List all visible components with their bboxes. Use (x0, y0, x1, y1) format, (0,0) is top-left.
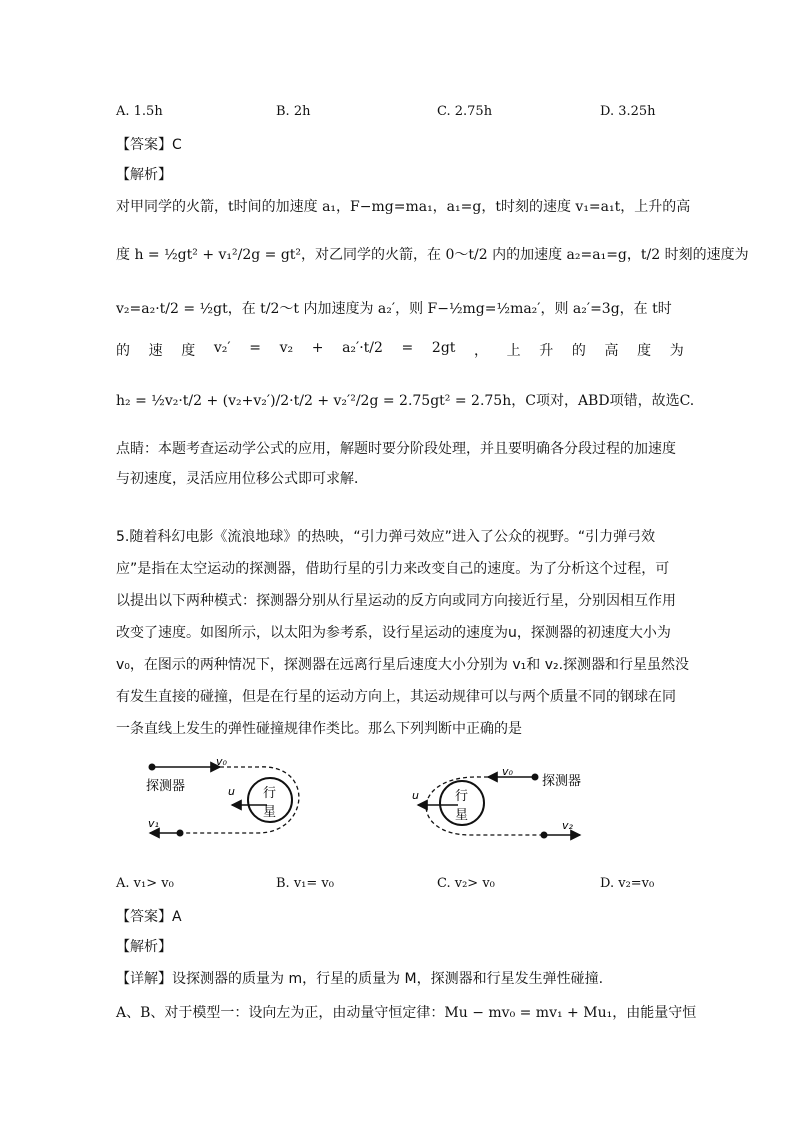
q4-comment-line-2: 与初速度，灵活应用位移公式即可求解． (116, 471, 368, 487)
probe-label: 探测器 (542, 774, 582, 789)
q5-option-b: B. v₁= v₀ (276, 876, 334, 891)
spread-token: 上 (506, 343, 521, 359)
u-label: u (228, 785, 235, 798)
q5-detail: 【详解】设探测器的质量为 m，行星的质量为 M，探测器和行星发生弹性碰撞. (116, 971, 604, 987)
spread-token: 度 (637, 343, 652, 359)
v0-label: v₀ (216, 755, 227, 768)
q5-option-d: D. v₂=v₀ (600, 876, 655, 891)
spread-token: 的 (116, 343, 130, 359)
spread-token: + (311, 340, 324, 356)
q5-answer: 【答案】A (116, 909, 182, 925)
v2-label: v₂ (562, 819, 573, 832)
q5-stem-line-4: 改变了速度。如图所示，以太阳为参考系，设行星运动的速度为u，探测器的初速度大小为 (116, 625, 671, 641)
model-one-diagram (146, 755, 299, 837)
v0-label: v₀ (502, 765, 513, 778)
model-two-diagram (412, 765, 581, 839)
spread-token: 速 (148, 343, 163, 359)
q4-option-b: B. 2h (276, 104, 311, 119)
q4-answer: 【答案】C (116, 137, 182, 153)
spread-token: 为 (669, 343, 684, 359)
planet-label-bottom: 星 (455, 808, 469, 823)
q5-option-a: A. v₁> v₀ (116, 876, 174, 891)
q5-stem-line-2: 应”是指在太空运动的探测器，借助行星的引力来改变自己的速度。为了分析这个过程，可 (116, 561, 670, 577)
spread-token: 的 (571, 343, 586, 359)
spread-token: = (401, 340, 414, 356)
q5-stem-line-5: v₀，在图示的两种情况下，探测器在远离行星后速度大小分别为 v₁和 v₂.探测器和行星虽然没 (116, 657, 690, 673)
q5-stem-line-3: 以提出以下两种模式：探测器分别从行星运动的反方向或同方向接近行星，分别因相互作用 (116, 593, 676, 609)
q5-option-c: C. v₂> v₀ (437, 876, 495, 891)
spread-token: 高 (604, 343, 619, 359)
v1-label: v₁ (148, 817, 159, 830)
trajectory-path (180, 767, 299, 833)
spread-token: 度 (181, 343, 196, 359)
u-label: u (412, 789, 419, 802)
q4-option-a: A. 1.5h (116, 104, 163, 119)
spread-token: v₂′ (213, 340, 231, 356)
q4-analysis-line-1: 对甲同学的火箭，t时间的加速度 a₁，F−mg=ma₁，a₁=g，t时刻的速度 v₁=a₁t，上升的高 (116, 199, 691, 215)
q5-stem-line-6: 有发生直接的碰撞，但是在行星的运动方向上，其运动规律可以与两个质量不同的钢球在同 (116, 689, 676, 705)
probe-label: 探测器 (146, 779, 186, 794)
q5-momentum-line: A、B、对于模型一：设向左为正，由动量守恒定律：Mu − mv₀ = mv₁ + Mu₁，由能量守恒 (116, 1005, 697, 1021)
q5-stem-line-7: 一条直线上发生的弹性碰撞规律作类比。那么下列判断中正确的是 (116, 721, 522, 737)
q4-analysis-line-3: v₂=a₂·t/2 = ½gt，在 t/2～t 内加速度为 a₂′，则 F−½mg=½ma₂′，则 a₂′=3g，在 t时 (116, 301, 672, 317)
q5-stem-line-1: 5.随着科幻电影《流浪地球》的热映，“引力弹弓效应”进入了公众的视野。“引力弹弓效 (116, 529, 656, 545)
planet-label-top: 行 (263, 786, 277, 801)
spread-token: = (249, 340, 261, 356)
spread-token: a₂′·t/2 (342, 340, 383, 356)
q4-analysis-header: 【解析】 (116, 167, 172, 183)
q4-option-c: C. 2.75h (437, 104, 493, 119)
q4-velocity-line (116, 340, 684, 360)
q4-option-d: D. 3.25h (600, 104, 656, 119)
spread-token: 升 (539, 343, 554, 359)
q4-analysis-line-4: h₂ = ½v₂·t/2 + (v₂+v₂′)/2·t/2 + v₂′²/2g = 2.75gt² = 2.75h，C项对，ABD项错，故选C. (116, 393, 695, 409)
slingshot-figure (140, 755, 610, 855)
planet-label-top: 行 (455, 789, 469, 804)
q4-comment-line-1: 点睛：本题考查运动学公式的应用，解题时要分阶段处理，并且要明确各分段过程的加速度 (116, 441, 676, 457)
spread-token: v₂ (279, 340, 294, 356)
planet-label-bottom: 星 (263, 805, 277, 820)
spread-token: ， (474, 343, 489, 359)
q4-analysis-line-2: 度 h = ½gt² + v₁²/2g = gt²，对乙同学的火箭，在 0～t/2 内的加速度 a₂=a₁=g，t/2 时刻的速度为 (116, 247, 749, 263)
spread-token: 2gt (431, 340, 456, 356)
q5-analysis-header: 【解析】 (116, 939, 172, 955)
